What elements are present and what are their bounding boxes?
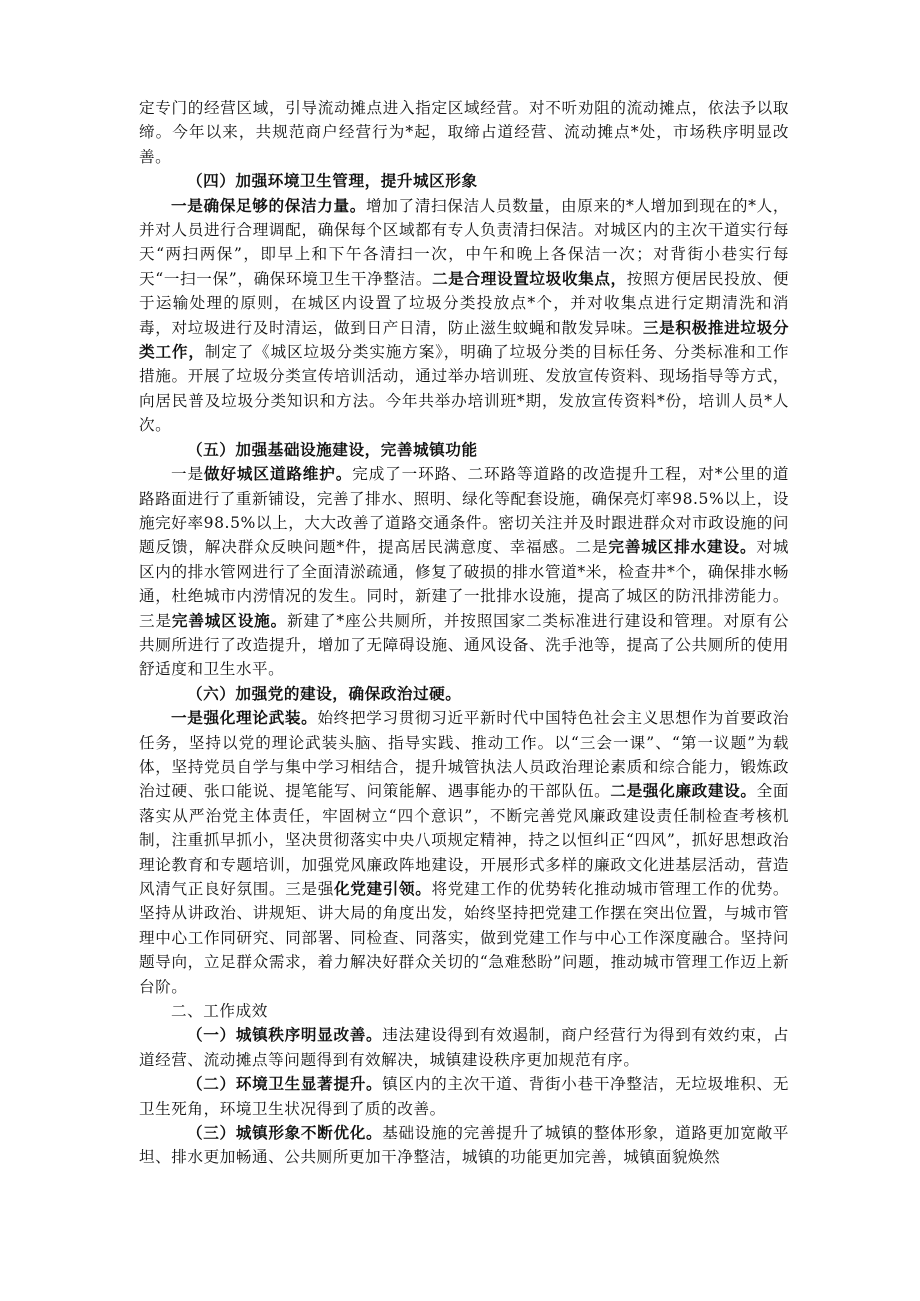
bold-text-run: 三是积极推进垃圾分类工作， bbox=[139, 317, 789, 362]
section-heading-paragraph bbox=[139, 682, 789, 706]
bold-text-run: （三）城镇形象不断优化。 bbox=[187, 1123, 383, 1143]
text-run: 完成了一环路、二环路等道路的改造提升工程，对*公里的道路路面进行了重新铺设，完善了排水、照明、绿化等配套设施，确保亮灯率98.5%以上，设施完好率98.5%以上，大大改善了道路交通条件。密切关注并及时跟进群众对市政设施的问题反馈，解决群众反映问题*件，提高居民满意度、幸福感。二是 bbox=[139, 465, 789, 557]
bold-text-run: 二是合理设置垃圾收集点， bbox=[432, 268, 627, 288]
section-heading-paragraph bbox=[139, 1072, 789, 1121]
text-run: 增加了清扫保洁人员数量，由原来的*人增加到现在的*人，并对人员进行合理调配，确保每个区域都有专人负责清扫保洁。对城区内的主次干道实行每天“两扫两保”，即早上和下午各清扫一次，中午和晚上各保洁一次；对背街小巷实行每天“一扫一保”，确保环境卫生干净整洁。 bbox=[139, 196, 789, 288]
text-run: 新建了*座公共厕所，并按照国家二类标准进行建设和管理。对原有公共厕所进行了改造提升，增加了无障碍设施、通风设备、洗手池等，提高了公共厕所的使用舒适度和卫生水平。 bbox=[139, 611, 789, 679]
text-run: 二、工作成效 bbox=[171, 1002, 268, 1021]
bold-text-run: 二是强化廉政建设。 bbox=[610, 781, 757, 801]
text-run: 制定了《城区垃圾分类实施方案》，明确了垃圾分类的目标任务、分类标准和工作措施。开展了垃圾分类宣传培训活动，通过举办培训班、发放宣传资料、现场指导等方式，向居民普及垃圾分类知识和方法。今年共举办培训班*期，发放宣传资料*份，培训人员*人次。 bbox=[139, 343, 789, 435]
text-run: 镇区内的主次干道、背街小巷干净整洁，无垃圾堆积、无卫生死角，环境卫生状况得到了质的改善。 bbox=[139, 1075, 789, 1118]
section-heading-paragraph bbox=[139, 438, 789, 462]
bold-text-run: 一是确保足够的保洁力量。 bbox=[171, 195, 366, 215]
text-run: 定专门的经营区域，引导流动摊点进入指定区域经营。对不听劝阻的流动摊点，依法予以取缔。今年以来，共规范商户经营行为*起，取缔占道经营、流动摊点*处，市场秩序明显改善。 bbox=[139, 99, 789, 166]
bold-text-run: 化党建引领。 bbox=[334, 879, 432, 898]
body-paragraph bbox=[139, 194, 789, 438]
text-run: 对城区内的排水管网进行了全面清淤疏通，修复了破损的排水管道*米，检查井*个，确保排水畅通，杜绝城市内涝情况的发生。同时，新建了一批排水设施，提高了城区的防汛排涝能力。三是 bbox=[139, 538, 790, 630]
bold-text-run: （二）环境卫生显著提升。 bbox=[187, 1074, 383, 1094]
section-heading-paragraph bbox=[139, 169, 789, 193]
text-run: 始终把学习贯彻习近平新时代中国特色社会主义思想作为首要政治任务，坚持以党的理论武装头脑、指导实践、推动工作。以“三会一课”、“第一议题”为载体，坚持党员自学与集中学习相结合，提升城管执法人员政治理论素质和综合能力，锻炼政治过硬、张口能说、提笔能写、问策能解、遇事能办的干部队伍。 bbox=[139, 709, 790, 801]
body-paragraph bbox=[139, 96, 789, 169]
bold-text-run: 完善城区设施。 bbox=[171, 610, 288, 630]
text-run: 违法建设得到有效遏制，商户经营行为得到有效约束，占道经营、流动摊点等问题得到有效解决，城镇建设秩序更加规范有序。 bbox=[139, 1026, 789, 1069]
body-paragraph bbox=[139, 462, 789, 682]
bold-text-run: （五）加强基础设施建设，完善城镇功能 bbox=[187, 439, 478, 459]
body-paragraph bbox=[139, 999, 789, 1023]
document-body bbox=[139, 96, 789, 1170]
bold-text-run: 一是强化理论武装。 bbox=[171, 708, 318, 728]
section-heading-paragraph bbox=[139, 1023, 789, 1072]
bold-text-run: （四）加强环境卫生管理，提升城区形象 bbox=[187, 171, 478, 191]
text-run: 将党建工作的优势转化推动城市管理工作的优势。坚持从讲政治、讲规矩、讲大局的角度出发，始终坚持把党建工作摆在突出位置，与城市管理中心工作同研究、同部署、同检查、同落实，做到党建工作与中心工作深度融合。坚持问题导向，立足群众需求，着力解决好群众关切的“急难愁盼”问题，推动城市管理工作迈上新台阶。 bbox=[139, 880, 789, 996]
text-run: 按照方便居民投放、便于运输处理的原则，在城区内设置了垃圾分类投放点*个，并对收集点进行定期清洗和消毒，对垃圾进行及时清运，做到日产日清，防止滋生蚊蝇和散发异味。 bbox=[139, 269, 789, 337]
bold-text-run: （一）城镇秩序明显改善。 bbox=[187, 1025, 383, 1045]
text-run: 一是 bbox=[171, 465, 204, 484]
bold-text-run: 做好城区道路维护。 bbox=[203, 464, 353, 484]
bold-text-run: 完善城区排水建设。 bbox=[608, 537, 757, 557]
text-run: 基础设施的完善提升了城镇的整体形象，道路更加宽敞平坦、排水更加畅通、公共厕所更加干净整洁，城镇的功能更加完善，城镇面貌焕然 bbox=[139, 1124, 789, 1167]
section-heading-paragraph bbox=[139, 1121, 789, 1170]
text-run: 全面落实从严治党主体责任，牢固树立“四个意识”，不断完善党风廉政建设责任制检查考核机制，注重抓早抓小，坚决贯彻落实中央八项规定精神，持之以恒纠正“四风”，抓好思想政治理论教育和专题培训，加强党风廉政阵地建设，开展形式多样的廉政文化进基层活动，营造风清气正良好氛围。三是强 bbox=[139, 782, 790, 898]
bold-text-run: （六）加强党的建设，确保政治过硬。 bbox=[187, 683, 462, 703]
body-paragraph bbox=[139, 706, 789, 999]
